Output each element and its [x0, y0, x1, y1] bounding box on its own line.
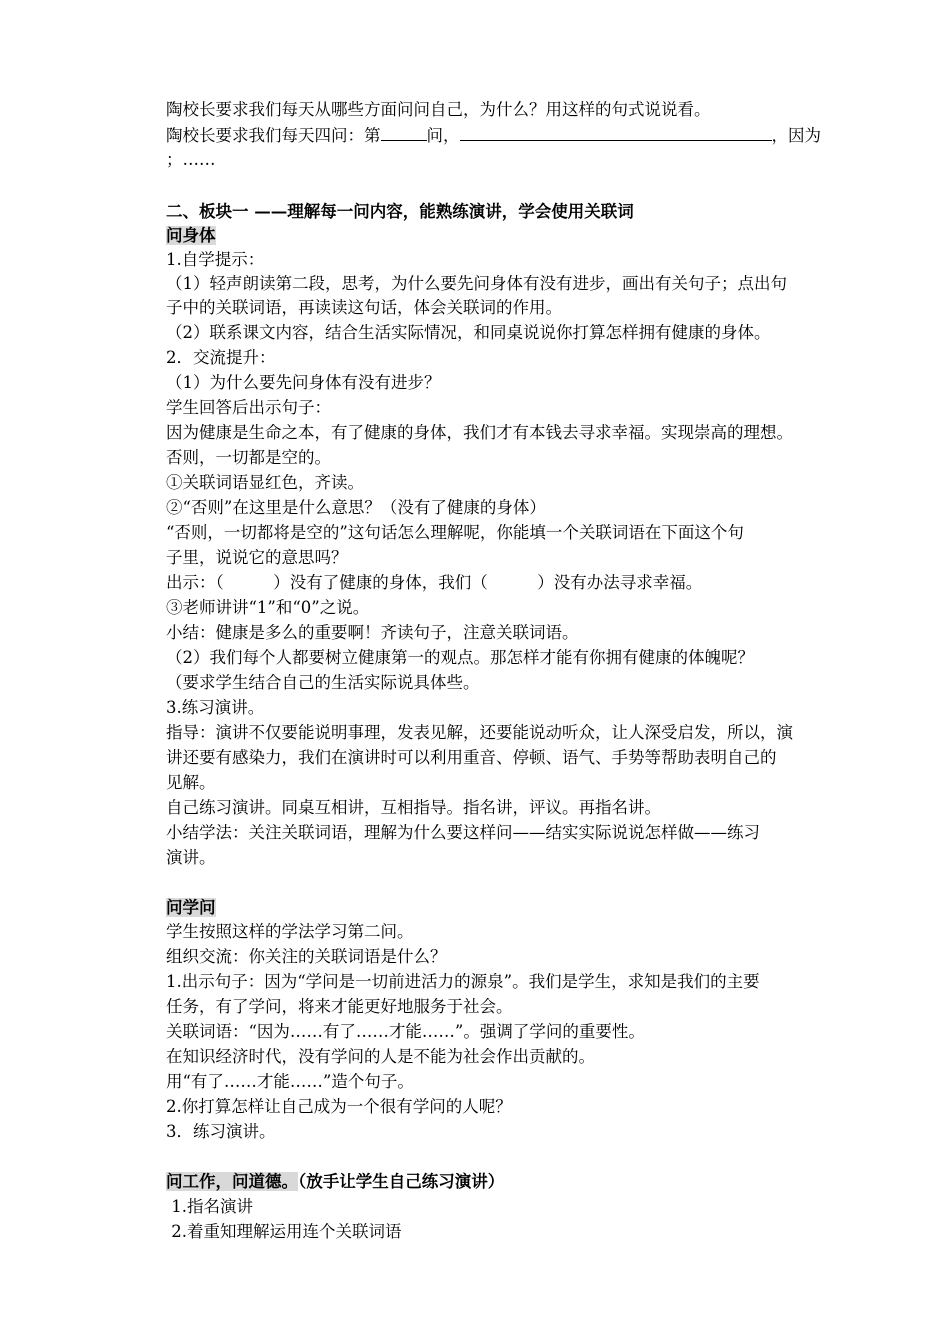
paragraph: 小结学法：关注关联词语，理解为什么要这样问——结实实际说说怎样做——练习	[166, 823, 760, 842]
paragraph: （2）联系课文内容，结合生活实际情况，和同桌说说你打算怎样拥有健康的身体。	[166, 323, 771, 342]
paragraph: 指导：演讲不仅要能说明事理，发表见解，还要能说动听众，让人深受启发，所以，演	[166, 723, 793, 742]
paragraph: 用“有了……才能……”造个句子。	[166, 1072, 414, 1091]
sentence-pattern-cont: ；……	[166, 150, 216, 169]
paragraph: 小结：健康是多么的重要啊！齐读句子，注意关联词语。	[166, 623, 579, 642]
paragraph: 1.自学提示：	[166, 250, 265, 269]
paragraph: 1.出示句子：因为“学问是一切前进活力的源泉”。我们是学生，求知是我们的主要	[166, 972, 760, 991]
paragraph: ②“否则”在这里是什么意思？（没有了健康的身体）	[166, 498, 546, 517]
paragraph: 3.练习演讲。	[166, 698, 265, 717]
paragraph: 见解。	[166, 773, 216, 792]
paragraph: 2．交流提升：	[166, 348, 276, 367]
sentence-pattern: 陶校长要求我们每天四问：第 问， ，因为	[166, 126, 821, 145]
paragraph: （要求学生结合自己的生活实际说具体些。	[166, 673, 480, 692]
list-item: 1.指名演讲	[166, 1197, 253, 1216]
paragraph: 子中的关联词语，再读读这句话，体会关联词的作用。	[166, 298, 562, 317]
subheading-work: 问工作，问道德。（放手让学生自己练习演讲）	[166, 1172, 505, 1191]
paragraph: 演讲。	[166, 848, 216, 867]
section-heading: 二、板块一 ——理解每一问内容，能熟练演讲，学会使用关联词	[166, 202, 634, 221]
paragraph: 组织交流：你关注的关联词语是什么？	[166, 947, 447, 966]
paragraph: 学生回答后出示句子：	[166, 398, 331, 417]
subheading-health: 问身体	[166, 226, 216, 245]
list-item: 2.着重知理解运用连个关联词语	[166, 1222, 402, 1241]
paragraph: “否则，一切都将是空的”这句话怎么理解呢，你能填一个关联词语在下面这个句	[166, 523, 744, 542]
subheading-study: 问学问	[166, 898, 216, 917]
fill-blank-content	[460, 124, 772, 141]
paragraph: （1）为什么要先问身体有没有进步？	[166, 373, 441, 392]
paragraph: 因为健康是生命之本，有了健康的身体，我们才有本钱去寻求幸福。实现崇高的理想。	[166, 423, 793, 442]
paragraph: 否则，一切都是空的。	[166, 448, 331, 467]
paragraph: （2）我们每个人都要树立健康第一的观点。那怎样才能有你拥有健康的体魄呢？	[166, 648, 754, 667]
paragraph: 讲还要有感染力，我们在演讲时可以利用重音、停顿、语气、手势等帮助表明自己的	[166, 748, 777, 767]
paragraph: 出示：（ ）没有了健康的身体，我们（ ）没有办法寻求幸福。	[166, 573, 703, 592]
paragraph: ①关联词语显红色，齐读。	[166, 473, 364, 492]
paragraph: 2.你打算怎样让自己成为一个很有学问的人呢？	[166, 1097, 512, 1116]
paragraph: 关联词语：“因为……有了……才能……”。强调了学问的重要性。	[166, 1022, 645, 1041]
paragraph: 自己练习演讲。同桌互相讲，互相指导。指名讲，评议。再指名讲。	[166, 798, 661, 817]
intro-question: 陶校长要求我们每天从哪些方面问问自己，为什么？用这样的句式说说看。	[166, 100, 711, 119]
paragraph: ③老师讲讲“1”和“0”之说。	[166, 598, 370, 617]
paragraph: 子里，说说它的意思吗？	[166, 548, 348, 567]
fill-blank-number	[381, 124, 427, 141]
paragraph: （1）轻声朗读第二段，思考，为什么要先问身体有没有进步，画出有关句子；点出句	[166, 274, 787, 293]
paragraph: 学生按照这样的学法学习第二问。	[166, 922, 414, 941]
paragraph: 3．练习演讲。	[166, 1122, 276, 1141]
paragraph: 任务，有了学问，将来才能更好地服务于社会。	[166, 997, 513, 1016]
paragraph: 在知识经济时代，没有学问的人是不能为社会作出贡献的。	[166, 1047, 595, 1066]
